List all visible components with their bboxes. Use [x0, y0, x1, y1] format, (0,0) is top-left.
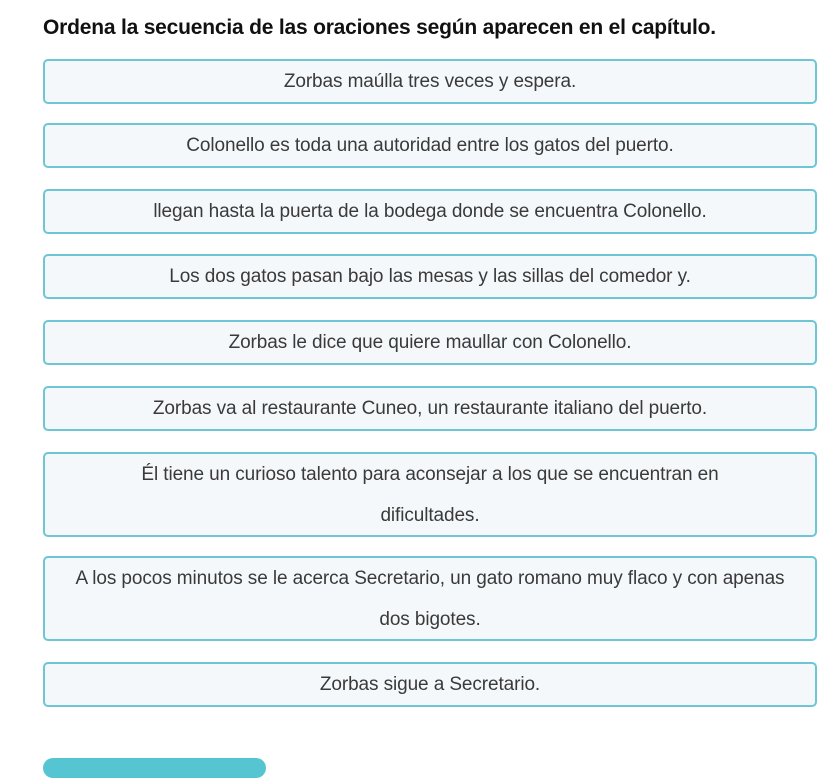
submit-button[interactable] — [43, 758, 266, 778]
sortable-item-2[interactable] — [43, 123, 817, 168]
sortable-item-text: Los dos gatos pasan bajo las mesas y las sillas del comedor y. — [169, 265, 691, 287]
sortable-item-text: Zorbas le dice que quiere maullar con Colonello. — [228, 331, 632, 353]
sortable-item-7[interactable] — [43, 452, 817, 537]
sortable-item-4[interactable] — [43, 254, 817, 299]
sortable-item-text: llegan hasta la puerta de la bodega donde se encuentra Colonello. — [153, 200, 707, 222]
sortable-item-text: Zorbas va al restaurante Cuneo, un restaurante italiano del puerto. — [152, 397, 708, 419]
sortable-item-text: Colonello es toda una autoridad entre los gatos del puerto. — [186, 134, 674, 156]
sortable-item-8[interactable] — [43, 556, 817, 641]
sortable-item-6[interactable] — [43, 386, 817, 431]
sortable-item-5[interactable] — [43, 320, 817, 365]
sortable-item-1[interactable] — [43, 59, 817, 104]
sortable-item-text: A los pocos minutos se le acerca Secretario, un gato romano muy flaco y con apenas dos bigotes. — [75, 567, 785, 630]
sortable-item-3[interactable] — [43, 189, 817, 234]
instruction-heading: Ordena la secuencia de las oraciones según aparecen en el capítulo. — [43, 16, 716, 39]
sortable-item-text: Zorbas maúlla tres veces y espera. — [283, 70, 577, 92]
sortable-item-9[interactable] — [43, 662, 817, 707]
sortable-item-text: Él tiene un curioso talento para aconsejar a los que se encuentran en dificultades. — [141, 463, 719, 526]
sortable-item-text: Zorbas sigue a Secretario. — [319, 673, 541, 695]
